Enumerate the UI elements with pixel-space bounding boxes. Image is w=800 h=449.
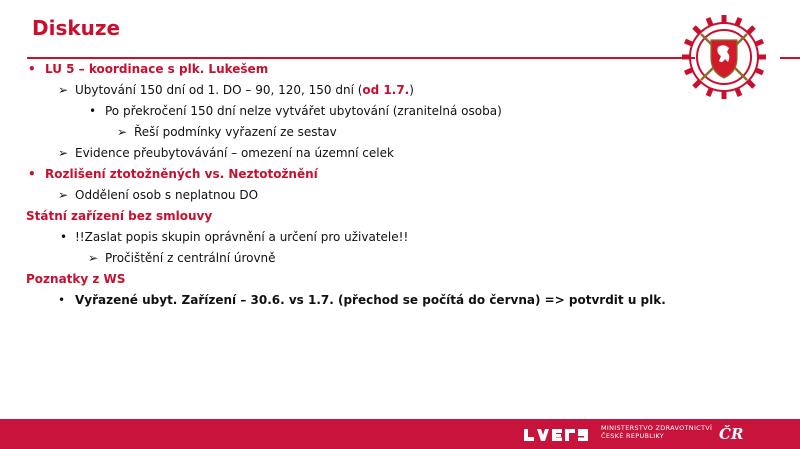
highlight-date: od 1.7. [362,83,410,97]
list-item [75,82,414,98]
list-item: Vyřazené ubyt. Zařízení – 30.6. vs 1.7. (přechod se počítá do června) => potvrdit u plk. [75,293,666,307]
list-item: Po překročení 150 dní nelze vytvářet ubytování (zranitelná osoba) [105,104,502,118]
list-item-text: Ubytování 150 dní od 1. DO – 90, 120, 150 dní ( [75,83,363,97]
bullet-icon: • [89,104,97,118]
section-heading: Státní zařízení bez smlouvy [26,209,213,223]
ministry-line-2: ČESKÉ REPUBLIKY [601,432,665,440]
bullet-icon: • [28,62,36,76]
list-item: !!Zaslat popis skupin oprávnění a určení pro uživatele!! [75,230,409,244]
title-divider-right [780,57,800,59]
list-item: Oddělení osob s neplatnou DO [75,188,259,202]
list-item: Rozlišení ztotožněných vs. Neztotožnění [45,167,318,181]
bullet-icon: • [60,230,68,244]
list-item: LU 5 – koordinace s plk. Lukešem [45,62,269,76]
czech-republic-logo: ČR [719,425,744,443]
ministry-name [601,424,712,440]
title-divider [27,57,695,59]
military-emblem-icon [681,14,767,100]
arrow-bullet-icon: ➢ [58,146,69,160]
arrow-bullet-icon: ➢ [117,125,128,139]
slide-title: Diskuze [32,16,121,40]
bullet-icon: • [58,293,66,307]
ministry-line-1: MINISTERSTVO ZDRAVOTNICTVÍ [601,424,713,432]
list-item: Řeší podmínky vyřazení ze sestav [134,125,337,139]
list-item: Pročištění z centrální úrovně [105,251,276,265]
list-item: Evidence přeubytovávání – omezení na územní celek [75,146,394,160]
arrow-bullet-icon: ➢ [58,188,69,202]
ministry-logo-icon [524,425,594,443]
arrow-bullet-icon: ➢ [88,251,99,265]
section-heading: Poznatky z WS [26,272,126,286]
list-item-text-end: ) [409,83,414,97]
arrow-bullet-icon: ➢ [58,83,69,97]
bullet-icon: • [28,167,36,181]
